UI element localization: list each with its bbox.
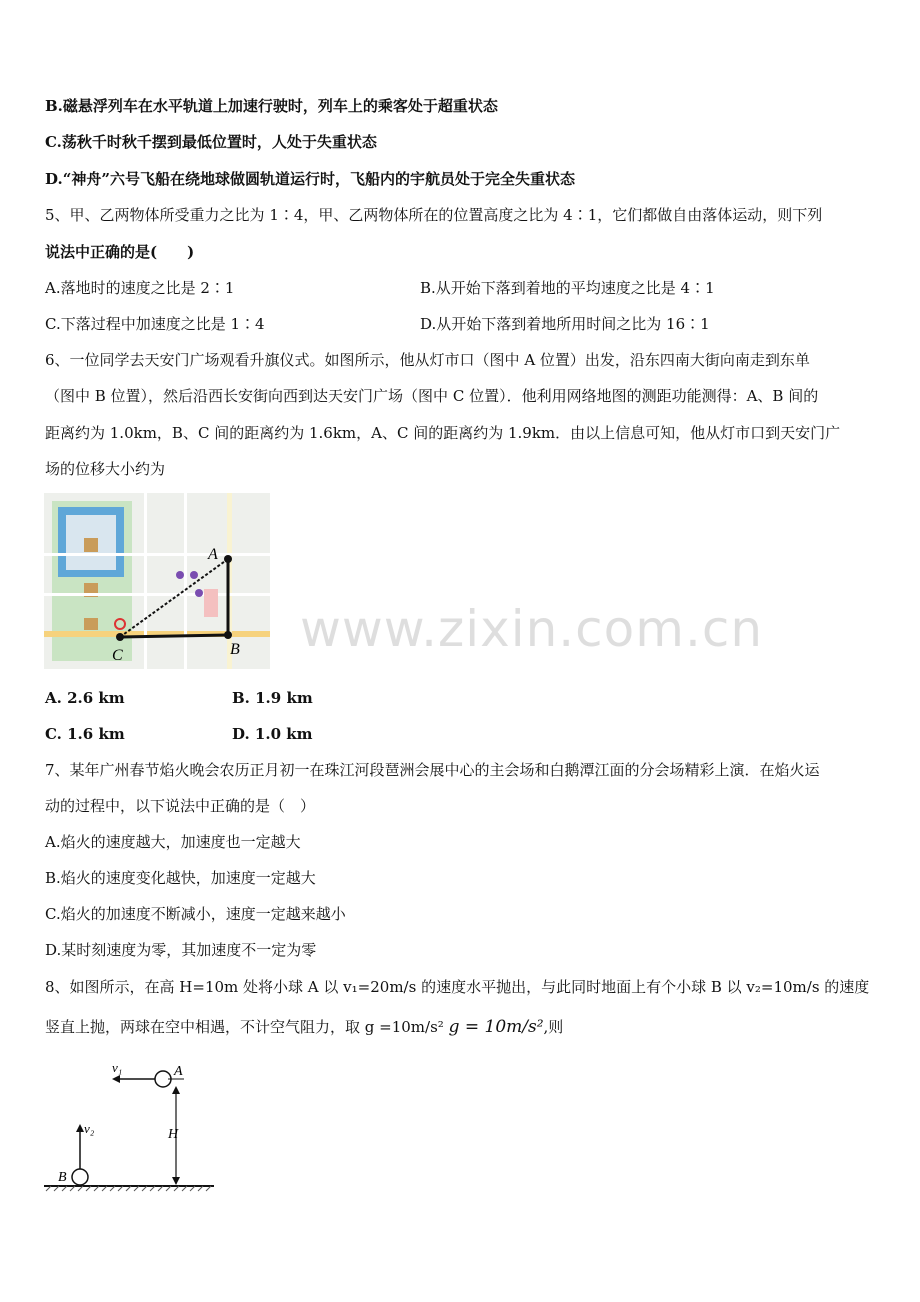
q4-option-d: D.“神舟”六号飞船在绕地球做圆轨道运行时，飞船内的宇航员处于完全失重状态 [45,170,575,188]
q6-stem-line1: 6、一位同学去天安门广场观看升旗仪式。如图所示，他从灯市口（图中 A 位置）出发，沿东四南大街向南走到东单 [45,351,810,369]
q5-option-a: A.落地时的速度之比是 2∶1 [45,279,235,297]
q7-option-b: B.焰火的速度变化越快，加速度一定越大 [45,869,316,887]
q8-stem-line2 [45,1017,563,1037]
q6-option-d: D. 1.0 km [232,725,313,743]
beijing-map-figure [44,493,270,669]
q7-stem-line2: 动的过程中，以下说法中正确的是（ ） [45,797,316,815]
q6-stem-line3: 距离约为 1.0km，B、C 间的距离约为 1.6km，A、C 间的距离约为 1.9km．由以上信息可知，他从灯市口到天安门广 [45,424,841,442]
q6-option-a: A. 2.6 km [45,689,125,707]
q4-option-c: C.荡秋千时秋千摆到最低位置时，人处于失重状态 [45,133,377,151]
label-v1: v₁ [112,1060,123,1075]
q5-stem-line2: 说法中正确的是( ) [45,243,195,261]
q6-option-b: B. 1.9 km [232,689,313,707]
q8-stem-end: ,则 [543,1018,564,1036]
q5-option-d: D.从开始下落到着地所用时间之比为 16∶1 [420,315,710,333]
label-h: H [168,1127,179,1142]
q7-option-c: C.焰火的加速度不断减小，速度一定越来越小 [45,905,346,923]
q8-formula: g = 10m/s² [448,1017,544,1037]
q8-stem-line1: 8、如图所示，在高 H=10m 处将小球 A 以 v₁=20m/s 的速度水平抛出，与此同时地面上有个小球 B 以 v₂=10m/s 的速度 [45,978,870,996]
label-b: B [58,1170,67,1185]
q5-stem-line1: 5、甲、乙两物体所受重力之比为 1∶4，甲、乙两物体所在的位置高度之比为 4∶1，它们都做自由落体运动，则下列 [45,206,823,224]
q7-stem-line1: 7、某年广州春节焰火晚会农历正月初一在珠江河段琶洲会展中心的主会场和白鹅潭江面的分会场精彩上演．在焰火运 [45,761,820,779]
map-label-c: C [112,647,123,664]
map-label-a: A [208,546,218,563]
projectile-figure [40,1058,220,1193]
map-label-b: B [230,641,240,658]
label-a: A [174,1064,183,1079]
q5-option-b: B.从开始下落到着地的平均速度之比是 4∶1 [420,279,715,297]
q6-stem-line4: 场的位移大小约为 [45,460,166,478]
q8-stem-text: 竖直上抛，两球在空中相遇，不计空气阻力，取 g =10m/s² [45,1018,444,1036]
q6-stem-line2: （图中 B 位置），然后沿西长安街向西到达天安门广场（图中 C 位置）．他利用网络地图的测距功能测得：A、B 间的 [45,387,819,405]
watermark: www.zixin.com.cn [300,600,764,658]
q7-option-a: A.焰火的速度越大，加速度也一定越大 [45,833,301,851]
q7-option-d: D.某时刻速度为零，其加速度不一定为零 [45,941,317,959]
q6-option-c: C. 1.6 km [45,725,125,743]
label-v2: v₂ [84,1121,95,1136]
q4-option-b: B.磁悬浮列车在水平轨道上加速行驶时，列车上的乘客处于超重状态 [45,97,498,115]
q5-option-c: C.下落过程中加速度之比是 1∶4 [45,315,265,333]
